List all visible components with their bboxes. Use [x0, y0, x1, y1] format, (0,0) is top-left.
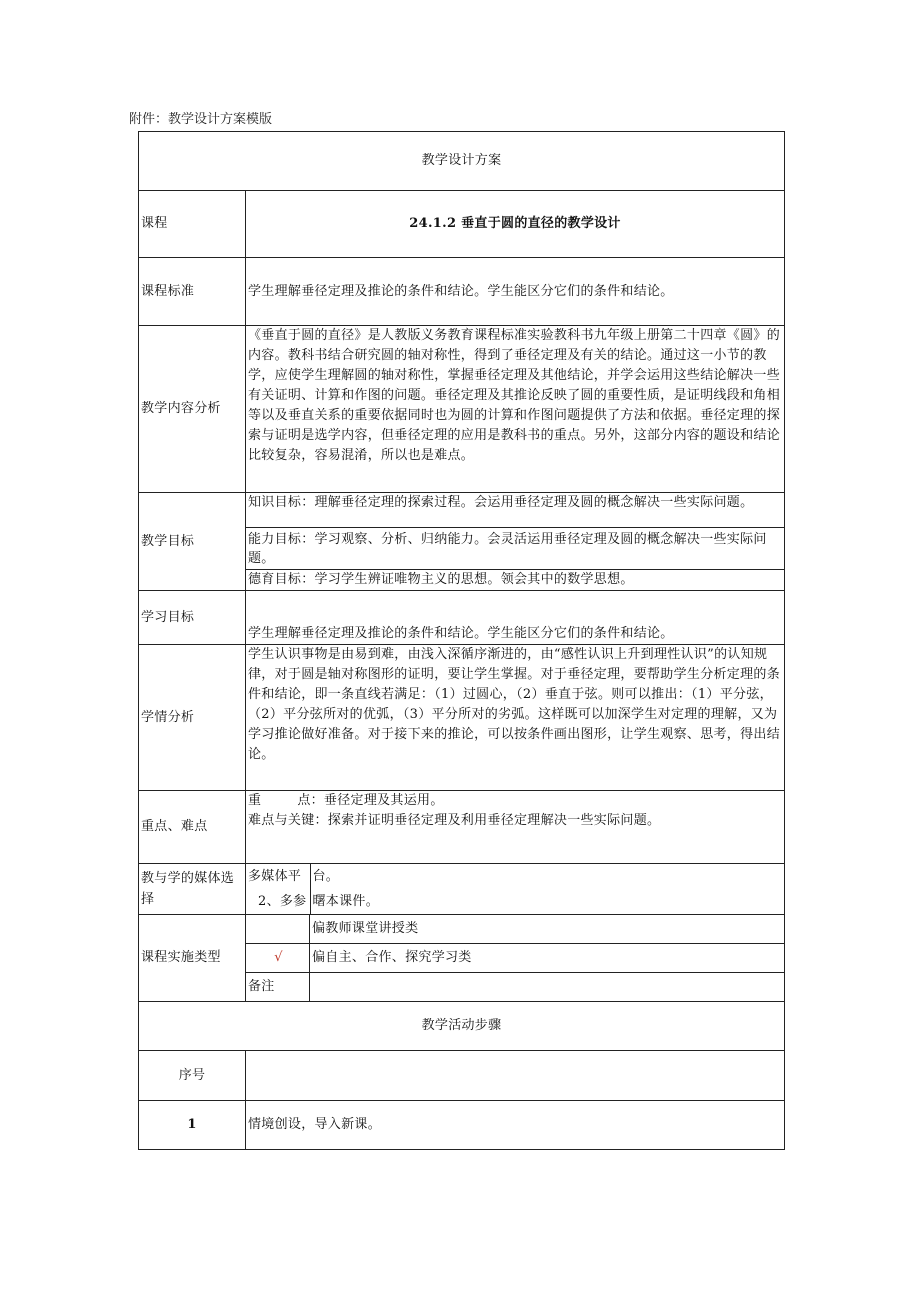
impl-option1-text: 偏教师课堂讲授类 — [310, 915, 785, 944]
key-point-line — [248, 791, 784, 811]
activity-header-row — [139, 1002, 785, 1051]
remark-value — [310, 973, 785, 1002]
objective-moral: 德育目标：学习学生辨证唯物主义的思想。领会其中的数学思想。 — [246, 570, 785, 591]
student-analysis-text: 学生认识事物是由易到难，由浅入深循序渐进的，由“感性认识上升到理性认识”的认知规律，对于圆是轴对称图形的证明，要让学生掌握。对于垂径定理，要帮助学生分析定理的条件和结论，即一条直线若满足：（1）过圆心，（2）垂直于弦。则可以推出：（1）平分弦，（2）平分弦所对的优弧，（3）平分所对的劣弧。这样既可以加深学生对定理的理解，又为学习推论做好准备。对于接下来的推论，可以按条件画出图形，让学生观察、思考，得出结论。 — [246, 645, 785, 791]
header-row — [139, 132, 785, 191]
standard-text: 学生理解垂径定理及推论的条件和结论。学生能区分它们的条件和结论。 — [246, 258, 785, 326]
check-mark-icon: √ — [246, 944, 310, 973]
objective-knowledge-row — [139, 493, 785, 528]
learning-goal-row — [139, 591, 785, 645]
attachment-label: 附件：教学设计方案模版 — [129, 112, 273, 127]
media-row1-left: 多媒体平 — [246, 864, 310, 889]
student-analysis-label: 学情分析 — [139, 645, 246, 791]
seq-header-row — [139, 1051, 785, 1101]
learning-goal-text: 学生理解垂径定理及推论的条件和结论。学生能区分它们的条件和结论。 — [246, 591, 785, 645]
content-analysis-text: 《垂直于圆的直径》是人教版义务教育课程标准实验教科书九年级上册第二十四章《圆》的内容。教科书结合研究圆的轴对称性，得到了垂径定理及有关的结论。通过这一小节的教学，应使学生理解圆的轴对称性，掌握垂径定理及其他结论，并学会运用这些结论解决一些有关证明、计算和作图的问题。垂径定理及其推论反映了圆的重要性质，是证明线段和角相等以及垂直关系的重要依据同时也为圆的计算和作图问题提供了方法和依据。垂径定理的探索与证明是选学内容，但垂径定理的应用是教科书的重点。另外，这部分内容的题设和结论比较复杂，容易混淆，所以也是难点。 — [246, 326, 785, 493]
activity-header: 教学活动步骤 — [139, 1002, 785, 1051]
step-number: 1 — [139, 1101, 246, 1150]
lesson-plan-table — [138, 131, 785, 1150]
key-points-cell — [246, 791, 785, 864]
content-analysis-label: 教学内容分析 — [139, 326, 246, 493]
media-row2-right: 曙本课件。 — [312, 893, 380, 909]
seq-header-blank — [246, 1051, 785, 1101]
media-row1-right: 台。 — [312, 868, 340, 884]
difficulty-text: 难点与关键：探索并证明垂径定理及利用垂径定理解决一些实际问题。 — [248, 813, 661, 828]
standard-label: 课程标准 — [139, 258, 246, 326]
key-point-text: 点：垂径定理及其运用。 — [297, 793, 444, 808]
student-analysis-row — [139, 645, 785, 791]
media-cell — [246, 864, 785, 915]
objective-ability: 能力目标：学习观察、分析、归纳能力。会灵活运用垂径定理及圆的概念解决一些实际问题。 — [246, 528, 785, 570]
key-points-label: 重点、难点 — [139, 791, 246, 864]
impl-type-label: 课程实施类型 — [139, 915, 246, 1002]
step-text: 情境创设，导入新课。 — [246, 1101, 785, 1150]
impl-option1-check — [246, 915, 310, 944]
objective-knowledge: 知识目标：理解垂径定理的探索过程。会运用垂径定理及圆的概念解决一些实际问题。 — [246, 493, 785, 528]
course-row — [139, 191, 785, 258]
standard-row — [139, 258, 785, 326]
impl-option1-row — [139, 915, 785, 944]
media-row2-left: 2、多参 — [246, 889, 310, 914]
seq-label: 序号 — [139, 1051, 246, 1101]
key-points-row — [139, 791, 785, 864]
media-label: 教与学的媒体选择 — [139, 864, 246, 915]
key-point-prefix: 重 — [248, 793, 262, 808]
content-analysis-row — [139, 326, 785, 493]
plan-header: 教学设计方案 — [139, 132, 785, 191]
impl-option2-text: 偏自主、合作、探究学习类 — [310, 944, 785, 973]
learning-goal-label: 学习目标 — [139, 591, 246, 645]
objectives-label: 教学目标 — [139, 493, 246, 591]
step-row — [139, 1101, 785, 1150]
media-row — [139, 864, 785, 915]
media-inner-table — [246, 864, 784, 914]
course-title: 24.1.2 垂直于圆的直径的教学设计 — [246, 191, 785, 258]
remark-label: 备注 — [246, 973, 310, 1002]
course-label: 课程 — [139, 191, 246, 258]
